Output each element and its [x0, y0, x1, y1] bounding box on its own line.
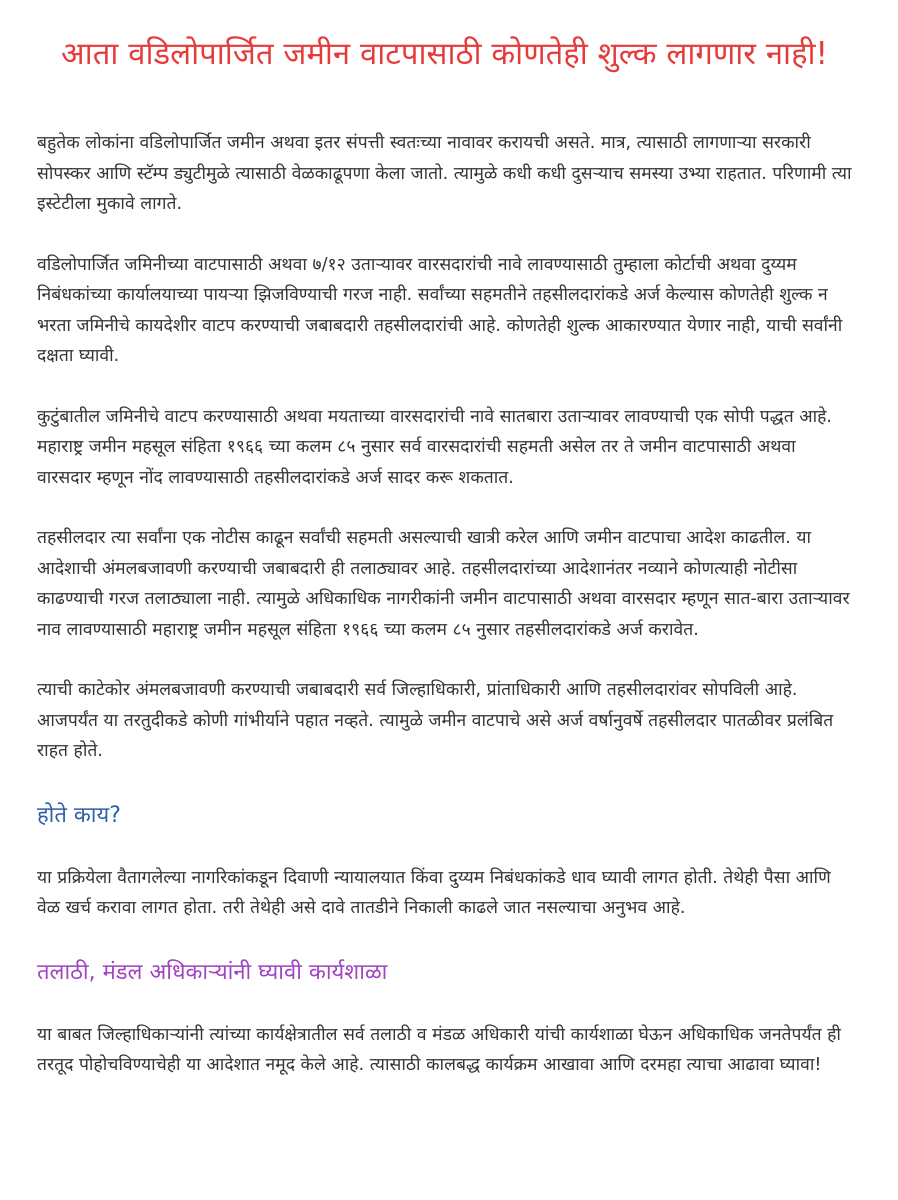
section-paragraph: या बाबत जिल्हाधिकाऱ्यांनी त्यांच्या कार्यक्षेत्रातील सर्व तलाठी व मंडळ अधिकारी यांची कार्यशाळा घेऊन अधिकाधिक जनतेपर्यंत ही तरतूद पोहोचविण्याचेही या आदेशात नमूद केले आहे. त्यासाठी कालबद्ध कार्यक्रम आखावा आणि दरमहा त्याचा आढावा घ्यावा! [37, 1024, 841, 1075]
article-paragraph: बहुतेक लोकांना वडिलोपार्जित जमीन अथवा इतर संपत्ती स्वतःच्या नावावर करायची असते. मात्र, त्यासाठी लागणाऱ्या सरकारी सोपस्कर आणि स्टॅम्प ड्युटीमुळे त्यासाठी वेळकाढूपणा केला जातो. त्यामुळे कधी कधी दुसऱ्याच समस्या उभ्या राहतात. परिणामी त्या इस्टेटीला मुकावे लागते. [37, 133, 852, 214]
article-paragraph: तहसीलदार त्या सर्वांना एक नोटीस काढून सर्वांची सहमती असल्याची खात्री करेल आणि जमीन वाटपाचा आदेश काढतील. या आदेशाची अंमलबजावणी करण्याची जबाबदारी ही तलाठ्यावर आहे. तहसीलदारांच्या आदेशानंतर नव्याने कोणत्याही नोटीसा काढण्याची गरज तलाठ्याला नाही. त्यामुळे अधिकाधिक नागरीकांनी जमीन वाटपासाठी अथवा वारसदार म्हणून सात-बारा उताऱ्यावर नाव लावण्यासाठी महाराष्ट्र जमीन महसूल संहिता १९६६ च्या कलम ८५ नुसार तहसीलदारांकडे अर्ज करावेत. [37, 528, 850, 640]
section-heading-what-happens: होते काय? [37, 802, 121, 828]
article-title: आता वडिलोपार्जित जमीन वाटपासाठी कोणतेही शुल्क लागणार नाही! [61, 36, 828, 72]
section-paragraph: या प्रक्रियेला वैतागलेल्या नागरिकांकडून दिवाणी न्यायालयात किंवा दुय्यम निबंधकांकडे धाव घ्यावी लागत होती. तेथेही पैसा आणि वेळ खर्च करावा लागत होता. तरी तेथेही असे दावे तातडीने निकाली काढले जात नसल्याचा अनुभव आहे. [37, 867, 831, 918]
article-paragraph: त्याची काटेकोर अंमलबजावणी करण्याची जबाबदारी सर्व जिल्हाधिकारी, प्रांताधिकारी आणि तहसीलदारांवर सोपविली आहे. आजपर्यंत या तरतुदीकडे कोणी गांभीर्याने पहात नव्हते. त्यामुळे जमीन वाटपाचे असे अर्ज वर्षानुवर्षे तहसीलदार पातळीवर प्रलंबित राहत होते. [37, 680, 834, 761]
section-heading-workshop: तलाठी, मंडल अधिकाऱ्यांनी घ्यावी कार्यशाळा [37, 959, 388, 985]
article-paragraph: वडिलोपार्जित जमिनीच्या वाटपासाठी अथवा ७/१२ उताऱ्यावर वारसदारांची नावे लावण्यासाठी तुम्हाला कोर्टाची अथवा दुय्यम निबंधकांच्या कार्यालयाच्या पायऱ्या झिजविण्याची गरज नाही. सर्वांच्या सहमतीने तहसीलदारांकडे अर्ज केल्यास कोणतेही शुल्क न भरता जमिनीचे कायदेशीर वाटप करण्याची जबाबदारी तहसीलदारांची आहे. कोणतेही शुल्क आकारण्यात येणार नाही, याची सर्वांनी दक्षता घ्यावी. [37, 254, 843, 366]
article-paragraph: कुटुंबातील जमिनीचे वाटप करण्यासाठी अथवा मयताच्या वारसदारांची नावे सातबारा उताऱ्यावर लावण्याची एक सोपी पद्धत आहे. महाराष्ट्र जमीन महसूल संहिता १९६६ च्या कलम ८५ नुसार सर्व वारसदारांची सहमती असेल तर ते जमीन वाटपासाठी अथवा वारसदार म्हणून नोंद लावण्यासाठी तहसीलदारांकडे अर्ज सादर करू शकतात. [37, 406, 832, 488]
